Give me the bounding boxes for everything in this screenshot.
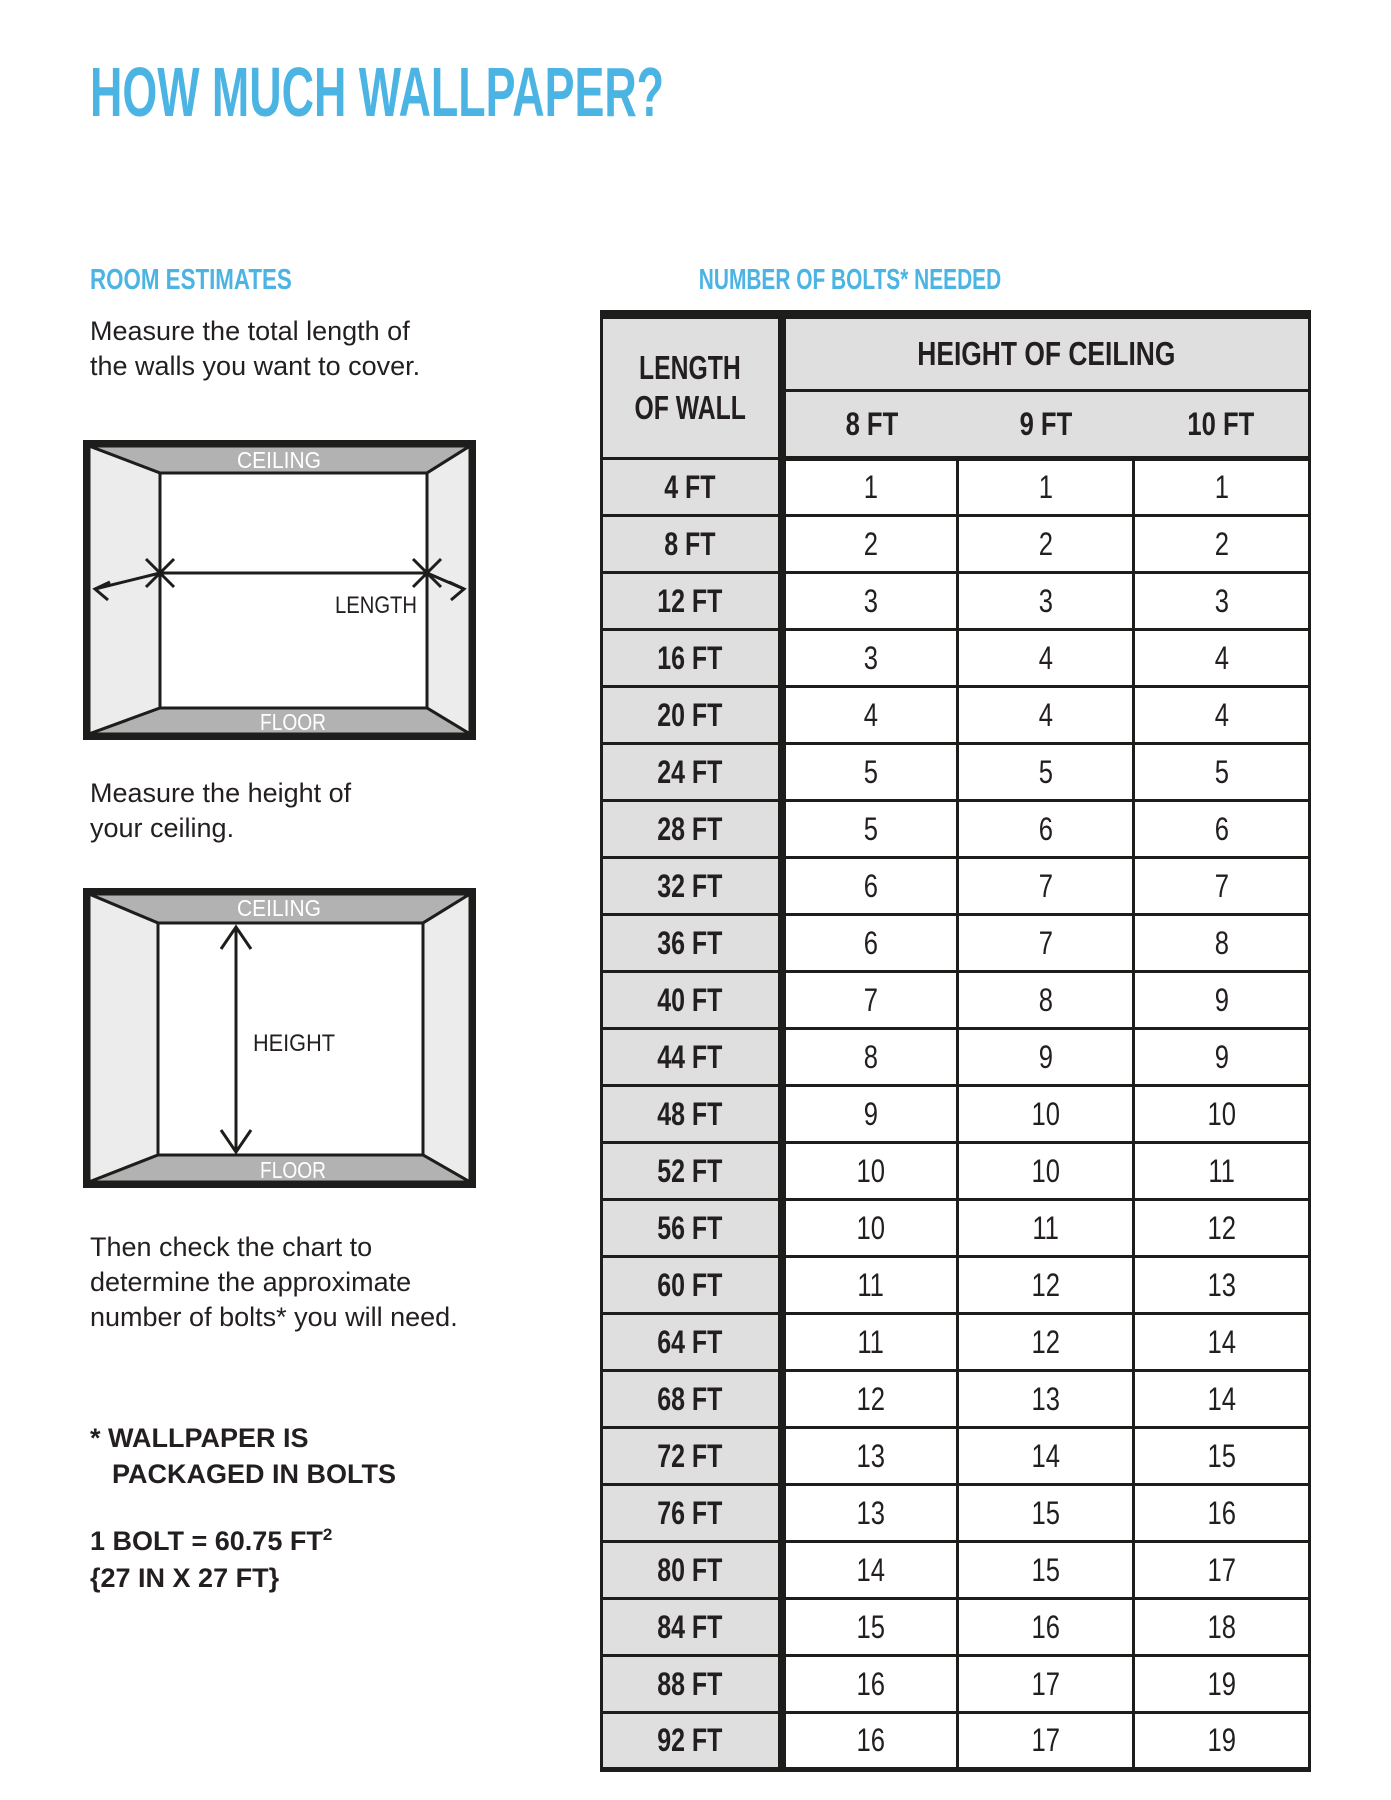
height-of-ceiling-header: HEIGHT OF CEILING <box>782 315 1310 391</box>
wall-length-cell: 40 FT <box>602 972 782 1029</box>
wall-length-cell: 48 FT <box>602 1086 782 1143</box>
wall-length-cell: 4 FT <box>602 459 782 516</box>
bolt-count-cell: 3 <box>782 630 958 687</box>
squared-superscript: 2 <box>322 1525 333 1544</box>
wall-length-cell: 16 FT <box>602 630 782 687</box>
bolts-table-row <box>602 1086 1310 1143</box>
bolt-count-cell: 19 <box>1134 1656 1310 1713</box>
bolt-count-cell: 1 <box>958 459 1134 516</box>
bolt-count-cell: 16 <box>782 1656 958 1713</box>
wall-length-cell: 12 FT <box>602 573 782 630</box>
page-title: HOW MUCH WALLPAPER? <box>90 53 665 131</box>
bolt-count-cell: 11 <box>1134 1143 1310 1200</box>
bolt-count-cell: 7 <box>782 972 958 1029</box>
bolt-count-cell: 8 <box>958 972 1134 1029</box>
bolt-count-cell: 11 <box>782 1314 958 1371</box>
bolt-count-cell: 11 <box>782 1257 958 1314</box>
bolt-count-cell: 12 <box>1134 1200 1310 1257</box>
wall-length-cell: 24 FT <box>602 744 782 801</box>
bolt-dimensions-line: {27 IN X 27 FT} <box>90 1563 280 1593</box>
bolt-count-cell: 9 <box>1134 972 1310 1029</box>
wall-length-cell: 56 FT <box>602 1200 782 1257</box>
wall-length-cell: 80 FT <box>602 1542 782 1599</box>
bolt-count-cell: 13 <box>782 1485 958 1542</box>
bolt-count-cell: 2 <box>958 516 1134 573</box>
height-label: HEIGHT <box>253 1030 336 1057</box>
bolt-count-cell: 10 <box>958 1086 1134 1143</box>
bolt-count-cell: 13 <box>1134 1257 1310 1314</box>
bolt-count-cell: 15 <box>958 1542 1134 1599</box>
bolts-table-row <box>602 573 1310 630</box>
bolt-count-cell: 10 <box>782 1200 958 1257</box>
wall-length-cell: 60 FT <box>602 1257 782 1314</box>
bolt-count-cell: 4 <box>958 687 1134 744</box>
table-group-header-row <box>602 315 1310 391</box>
wall-length-cell: 68 FT <box>602 1371 782 1428</box>
bolt-count-cell: 17 <box>958 1713 1134 1770</box>
paragraph-line: Then check the chart to <box>90 1232 373 1262</box>
bolts-table-row <box>602 1485 1310 1542</box>
wall-length-cell: 20 FT <box>602 687 782 744</box>
bolt-count-cell: 6 <box>782 915 958 972</box>
bolts-table-row <box>602 744 1310 801</box>
col-header-8ft: 8 FT <box>782 391 958 459</box>
bolt-count-cell: 14 <box>1134 1371 1310 1428</box>
bolt-count-cell: 16 <box>1134 1485 1310 1542</box>
bolts-table-row <box>602 516 1310 573</box>
wall-length-cell: 72 FT <box>602 1428 782 1485</box>
bolt-count-cell: 17 <box>958 1656 1134 1713</box>
wall-length-cell: 36 FT <box>602 915 782 972</box>
paragraph-line: Measure the total length of <box>90 316 410 346</box>
floor-label: FLOOR <box>260 709 326 735</box>
bolt-count-cell: 1 <box>1134 459 1310 516</box>
bolt-count-cell: 6 <box>958 801 1134 858</box>
bolt-count-cell: 11 <box>958 1200 1134 1257</box>
bolts-table-row <box>602 1200 1310 1257</box>
bolt-count-cell: 7 <box>958 915 1134 972</box>
floor-label: FLOOR <box>260 1157 326 1183</box>
bolts-table-row <box>602 1371 1310 1428</box>
bolt-count-cell: 7 <box>1134 858 1310 915</box>
bolt-count-cell: 9 <box>1134 1029 1310 1086</box>
bolt-count-cell: 18 <box>1134 1599 1310 1656</box>
wall-length-cell: 28 FT <box>602 801 782 858</box>
bolts-table-row <box>602 858 1310 915</box>
bolts-table-row <box>602 1029 1310 1086</box>
paragraph-line: your ceiling. <box>90 813 235 843</box>
bolt-count-cell: 6 <box>782 858 958 915</box>
bolt-count-cell: 9 <box>958 1029 1134 1086</box>
bolt-count-cell: 8 <box>782 1029 958 1086</box>
bolt-equation <box>90 1516 332 1597</box>
bolt-count-cell: 4 <box>1134 687 1310 744</box>
paragraph-line: determine the approximate <box>90 1267 412 1297</box>
bolt-count-cell: 17 <box>1134 1542 1310 1599</box>
bolt-count-cell: 4 <box>782 687 958 744</box>
bolt-equation-line: 1 BOLT = 60.75 $FT^2$ <box>90 1525 333 1556</box>
bolt-count-cell: 4 <box>1134 630 1310 687</box>
bolts-table-row <box>602 915 1310 972</box>
bolt-count-cell: 2 <box>1134 516 1310 573</box>
bolt-count-cell: 12 <box>782 1371 958 1428</box>
bolt-count-cell: 14 <box>782 1542 958 1599</box>
back-wall-plane <box>160 473 427 708</box>
bolts-table-row <box>602 459 1310 516</box>
bolts-table-row <box>602 687 1310 744</box>
height-room-diagram <box>83 888 476 1188</box>
bolt-count-cell: 7 <box>958 858 1134 915</box>
ceiling-label: CEILING <box>237 895 321 921</box>
bolt-count-cell: 13 <box>958 1371 1134 1428</box>
ceiling-label: CEILING <box>237 447 321 473</box>
bolt-count-cell: 4 <box>958 630 1134 687</box>
bolt-count-cell: 16 <box>958 1599 1134 1656</box>
wall-length-cell: 52 FT <box>602 1143 782 1200</box>
bolt-count-cell: 10 <box>958 1143 1134 1200</box>
bolt-count-cell: 5 <box>782 744 958 801</box>
paragraph-measure-height <box>90 776 351 846</box>
bolt-count-cell: 3 <box>958 573 1134 630</box>
bolts-table-row <box>602 1257 1310 1314</box>
wall-length-cell: 76 FT <box>602 1485 782 1542</box>
bolts-table-row <box>602 972 1310 1029</box>
bolt-count-cell: 15 <box>1134 1428 1310 1485</box>
wall-length-cell: 44 FT <box>602 1029 782 1086</box>
wall-length-cell: 84 FT <box>602 1599 782 1656</box>
bolts-table-row <box>602 1713 1310 1770</box>
section-heading-room-estimates: ROOM ESTIMATES <box>90 264 292 296</box>
footnote-wallpaper-bolts <box>90 1420 396 1492</box>
length-room-diagram <box>83 440 476 740</box>
right-wall-plane <box>423 894 470 1182</box>
wall-length-cell: 88 FT <box>602 1656 782 1713</box>
bolt-count-cell: 15 <box>958 1485 1134 1542</box>
col-header-10ft: 10 FT <box>1134 391 1310 459</box>
paragraph-measure-length <box>90 314 420 384</box>
bolts-table-row <box>602 801 1310 858</box>
paragraph-line: number of bolts* you will need. <box>90 1302 458 1332</box>
bolts-table-row <box>602 1599 1310 1656</box>
bolt-count-cell: 12 <box>958 1314 1134 1371</box>
bolt-count-cell: 19 <box>1134 1713 1310 1770</box>
footnote-line: PACKAGED IN BOLTS <box>112 1459 397 1489</box>
bolt-count-cell: 3 <box>782 573 958 630</box>
left-wall-plane <box>89 894 158 1182</box>
bolt-count-cell: 1 <box>782 459 958 516</box>
bolt-count-cell: 3 <box>1134 573 1310 630</box>
paragraph-check-chart <box>90 1230 458 1335</box>
bolts-table <box>600 310 1311 1772</box>
left-wall-plane <box>89 446 160 734</box>
bolts-table-row <box>602 1314 1310 1371</box>
bolt-count-cell: 5 <box>958 744 1134 801</box>
footnote-line: * WALLPAPER IS <box>90 1423 309 1453</box>
bolt-count-cell: 5 <box>782 801 958 858</box>
paragraph-line: Measure the height of <box>90 778 352 808</box>
bolts-table-row <box>602 1143 1310 1200</box>
bolt-count-cell: 5 <box>1134 744 1310 801</box>
bolt-count-cell: 10 <box>782 1143 958 1200</box>
bolts-table-row <box>602 1656 1310 1713</box>
bolt-count-cell: 13 <box>782 1428 958 1485</box>
bolt-count-cell: 2 <box>782 516 958 573</box>
bolts-table-row <box>602 1542 1310 1599</box>
length-of-wall-header: LENGTH OF WALL <box>602 315 782 459</box>
wall-length-cell: 32 FT <box>602 858 782 915</box>
bolt-count-cell: 16 <box>782 1713 958 1770</box>
bolt-count-cell: 14 <box>958 1428 1134 1485</box>
table-heading: NUMBER OF BOLTS* NEEDED <box>698 264 1002 296</box>
bolt-count-cell: 9 <box>782 1086 958 1143</box>
wall-length-cell: 8 FT <box>602 516 782 573</box>
paragraph-line: the walls you want to cover. <box>90 351 421 381</box>
bolt-count-cell: 14 <box>1134 1314 1310 1371</box>
bolt-count-cell: 10 <box>1134 1086 1310 1143</box>
wall-length-cell: 64 FT <box>602 1314 782 1371</box>
length-label: LENGTH <box>335 592 417 619</box>
wall-length-cell: 92 FT <box>602 1713 782 1770</box>
bolts-table-body <box>602 459 1310 1770</box>
col-header-9ft: 9 FT <box>958 391 1134 459</box>
bolt-count-cell: 8 <box>1134 915 1310 972</box>
bolt-count-cell: 15 <box>782 1599 958 1656</box>
bolts-table-row <box>602 1428 1310 1485</box>
bolt-count-cell: 12 <box>958 1257 1134 1314</box>
bolts-table-row <box>602 630 1310 687</box>
bolt-count-cell: 6 <box>1134 801 1310 858</box>
